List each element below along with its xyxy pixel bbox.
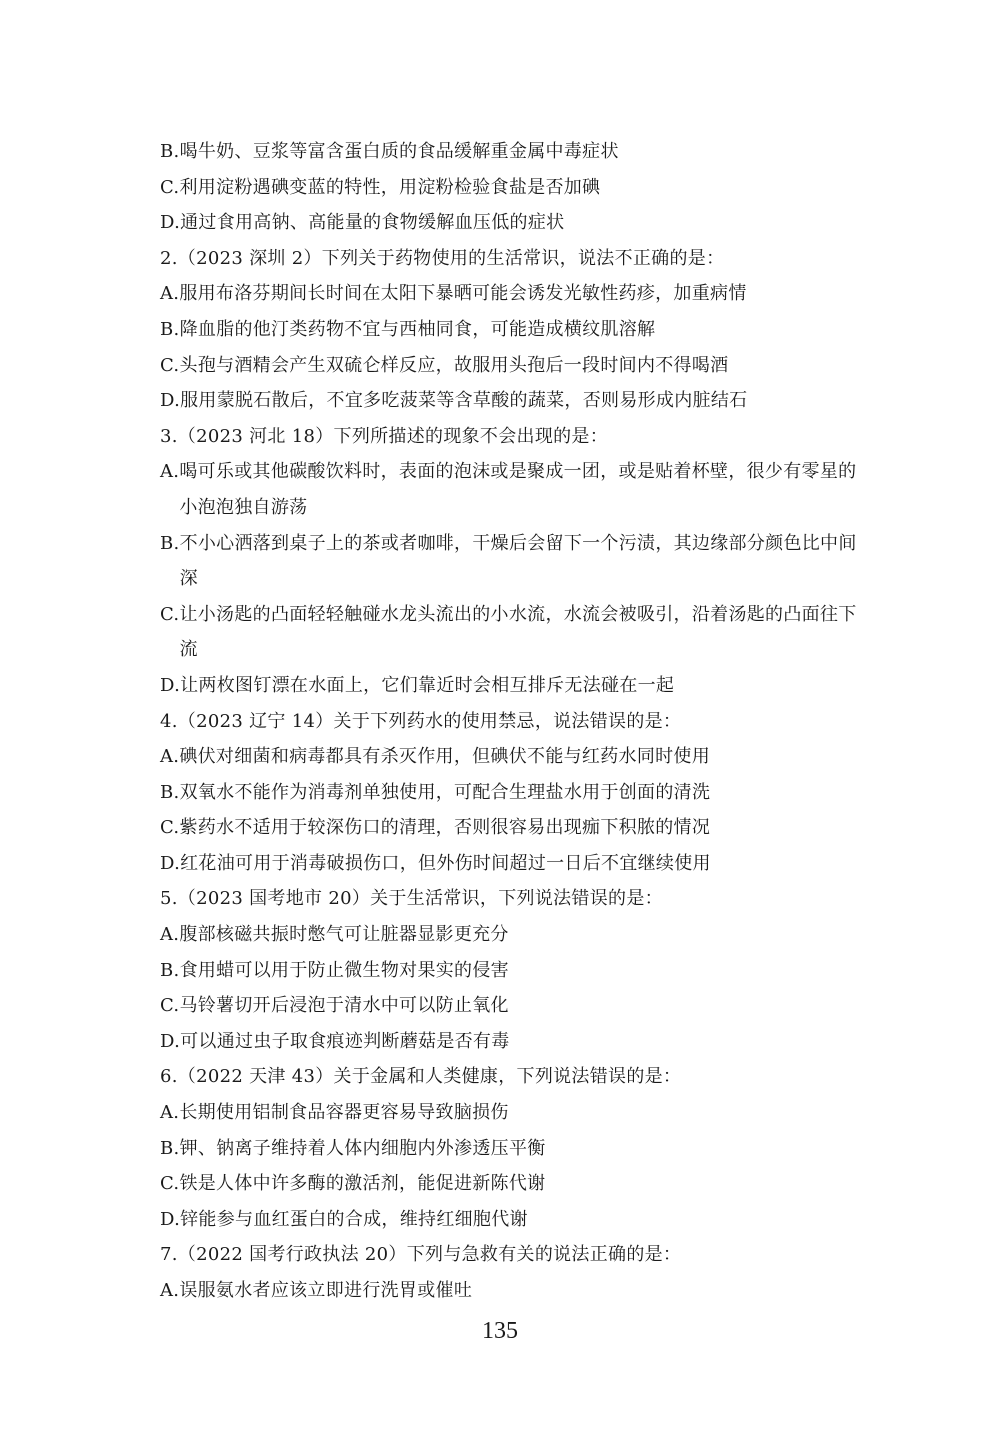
option-line bbox=[160, 810, 870, 846]
option-text: 可以通过虫子取食痕迹判断蘑菇是否有毒 bbox=[180, 1030, 510, 1052]
option-text: 让小汤匙的凸面轻轻触碰水龙头流出的小水流，水流会被吸引，沿着汤匙的凸面往下流 bbox=[179, 603, 857, 661]
option-label: B. bbox=[160, 318, 180, 340]
option-text: 服用布洛芬期间长时间在太阳下暴晒可能会诱发光敏性药疹，加重病情 bbox=[179, 283, 747, 305]
option-line bbox=[160, 668, 870, 704]
option-text: 不小心洒落到桌子上的茶或者咖啡，干燥后会留下一个污渍，其边缘部分颜色比中间深 bbox=[179, 532, 857, 590]
option-line bbox=[160, 917, 870, 953]
option-line bbox=[160, 276, 870, 312]
option-label: B. bbox=[160, 959, 180, 981]
option-text: 马铃薯切开后浸泡于清水中可以防止氧化 bbox=[179, 995, 509, 1017]
option-text: 腹部核磁共振时憋气可让脏器显影更充分 bbox=[179, 924, 509, 946]
option-line bbox=[160, 739, 870, 775]
option-label: D. bbox=[160, 390, 181, 412]
question-stem: 6.（2022 天津 43）关于金属和人类健康，下列说法错误的是： bbox=[160, 1066, 682, 1088]
option-text: 通过食用高钠、高能量的食物缓解血压低的症状 bbox=[180, 212, 565, 234]
option-label: D. bbox=[160, 852, 181, 874]
option-label: B. bbox=[160, 1137, 180, 1159]
option-text: 碘伏对细菌和病毒都具有杀灭作用，但碘伏不能与红药水同时使用 bbox=[179, 746, 711, 768]
option-line bbox=[160, 775, 870, 811]
option-line bbox=[160, 846, 870, 882]
page-content bbox=[160, 134, 870, 1309]
page-number: 135 bbox=[482, 1318, 518, 1344]
option-line bbox=[160, 205, 870, 241]
option-label: A. bbox=[160, 746, 180, 768]
option-label: B. bbox=[160, 532, 180, 554]
question-stem: 7.（2022 国考行政执法 20）下列与急救有关的说法正确的是： bbox=[160, 1244, 682, 1266]
option-text: 锌能参与血红蛋白的合成，维持红细胞代谢 bbox=[180, 1208, 528, 1230]
option-text: 长期使用铝制食品容器更容易导致脑损伤 bbox=[179, 1102, 509, 1124]
option-text: 头孢与酒精会产生双硫仑样反应，故服用头孢后一段时间内不得喝酒 bbox=[179, 354, 729, 376]
option-label: A. bbox=[160, 461, 180, 483]
option-label: D. bbox=[160, 212, 181, 234]
option-line bbox=[160, 134, 870, 170]
option-text: 红花油可用于消毒破损伤口，但外伤时间超过一日后不宜继续使用 bbox=[180, 852, 711, 874]
option-line bbox=[160, 312, 870, 348]
option-line bbox=[160, 1024, 870, 1060]
option-text: 喝可乐或其他碳酸饮料时，表面的泡沫或是聚成一团，或是贴着杯壁，很少有零星的小泡泡独自游荡 bbox=[179, 461, 857, 518]
option-label: A. bbox=[160, 924, 180, 946]
option-line bbox=[160, 988, 870, 1024]
option-text: 喝牛奶、豆浆等富含蛋白质的食品缓解重金属中毒症状 bbox=[179, 141, 619, 162]
option-text: 食用蜡可以用于防止微生物对果实的侵害 bbox=[179, 959, 509, 981]
option-line bbox=[160, 953, 870, 989]
option-text: 钾、钠离子维持着人体内细胞内外渗透压平衡 bbox=[179, 1137, 546, 1159]
option-line bbox=[160, 383, 870, 419]
option-label: A. bbox=[160, 1280, 180, 1301]
option-label: A. bbox=[160, 283, 180, 305]
option-line bbox=[160, 597, 870, 668]
question-stem: 5.（2023 国考地市 20）关于生活常识，下列说法错误的是： bbox=[160, 888, 663, 910]
option-text: 双氧水不能作为消毒剂单独使用，可配合生理盐水用于创面的清洗 bbox=[179, 781, 711, 803]
option-label: B. bbox=[160, 141, 180, 162]
option-line bbox=[160, 1202, 870, 1238]
option-label: B. bbox=[160, 781, 180, 803]
question-stem: 4.（2023 辽宁 14）关于下列药水的使用禁忌，说法错误的是： bbox=[160, 710, 682, 732]
option-text: 降血脂的他汀类药物不宜与西柚同食，可能造成横纹肌溶解 bbox=[179, 318, 656, 340]
question-stem: 2.（2023 深圳 2）下列关于药物使用的生活常识，说法不正确的是： bbox=[160, 247, 725, 269]
option-line bbox=[160, 526, 870, 597]
option-label: D. bbox=[160, 674, 181, 696]
option-text: 紫药水不适用于较深伤口的清理，否则很容易出现痂下积脓的情况 bbox=[179, 817, 711, 839]
option-line bbox=[160, 1166, 870, 1202]
option-text: 误服氨水者应该立即进行洗胃或催吐 bbox=[179, 1280, 473, 1301]
option-label: C. bbox=[160, 354, 180, 376]
option-label: A. bbox=[160, 1102, 180, 1124]
option-label: D. bbox=[160, 1208, 181, 1230]
option-text: 服用蒙脱石散后，不宜多吃菠菜等含草酸的蔬菜，否则易形成内脏结石 bbox=[180, 390, 748, 412]
option-text: 利用淀粉遇碘变蓝的特性，用淀粉检验食盐是否加碘 bbox=[179, 176, 601, 198]
option-label: C. bbox=[160, 603, 180, 625]
option-line bbox=[160, 1131, 870, 1167]
option-line bbox=[160, 1095, 870, 1131]
option-label: C. bbox=[160, 995, 180, 1017]
option-line bbox=[160, 348, 870, 384]
option-label: C. bbox=[160, 817, 180, 839]
option-label: C. bbox=[160, 176, 180, 198]
question-stem: 3.（2023 河北 18）下列所描述的现象不会出现的是： bbox=[160, 425, 609, 447]
option-text: 让两枚图钉漂在水面上，它们靠近时会相互排斥无法碰在一起 bbox=[180, 674, 675, 696]
option-line bbox=[160, 1273, 870, 1309]
option-label: C. bbox=[160, 1173, 180, 1195]
option-line bbox=[160, 454, 870, 525]
option-text: 铁是人体中许多酶的激活剂，能促进新陈代谢 bbox=[179, 1173, 546, 1195]
option-label: D. bbox=[160, 1030, 181, 1052]
option-line bbox=[160, 170, 870, 206]
